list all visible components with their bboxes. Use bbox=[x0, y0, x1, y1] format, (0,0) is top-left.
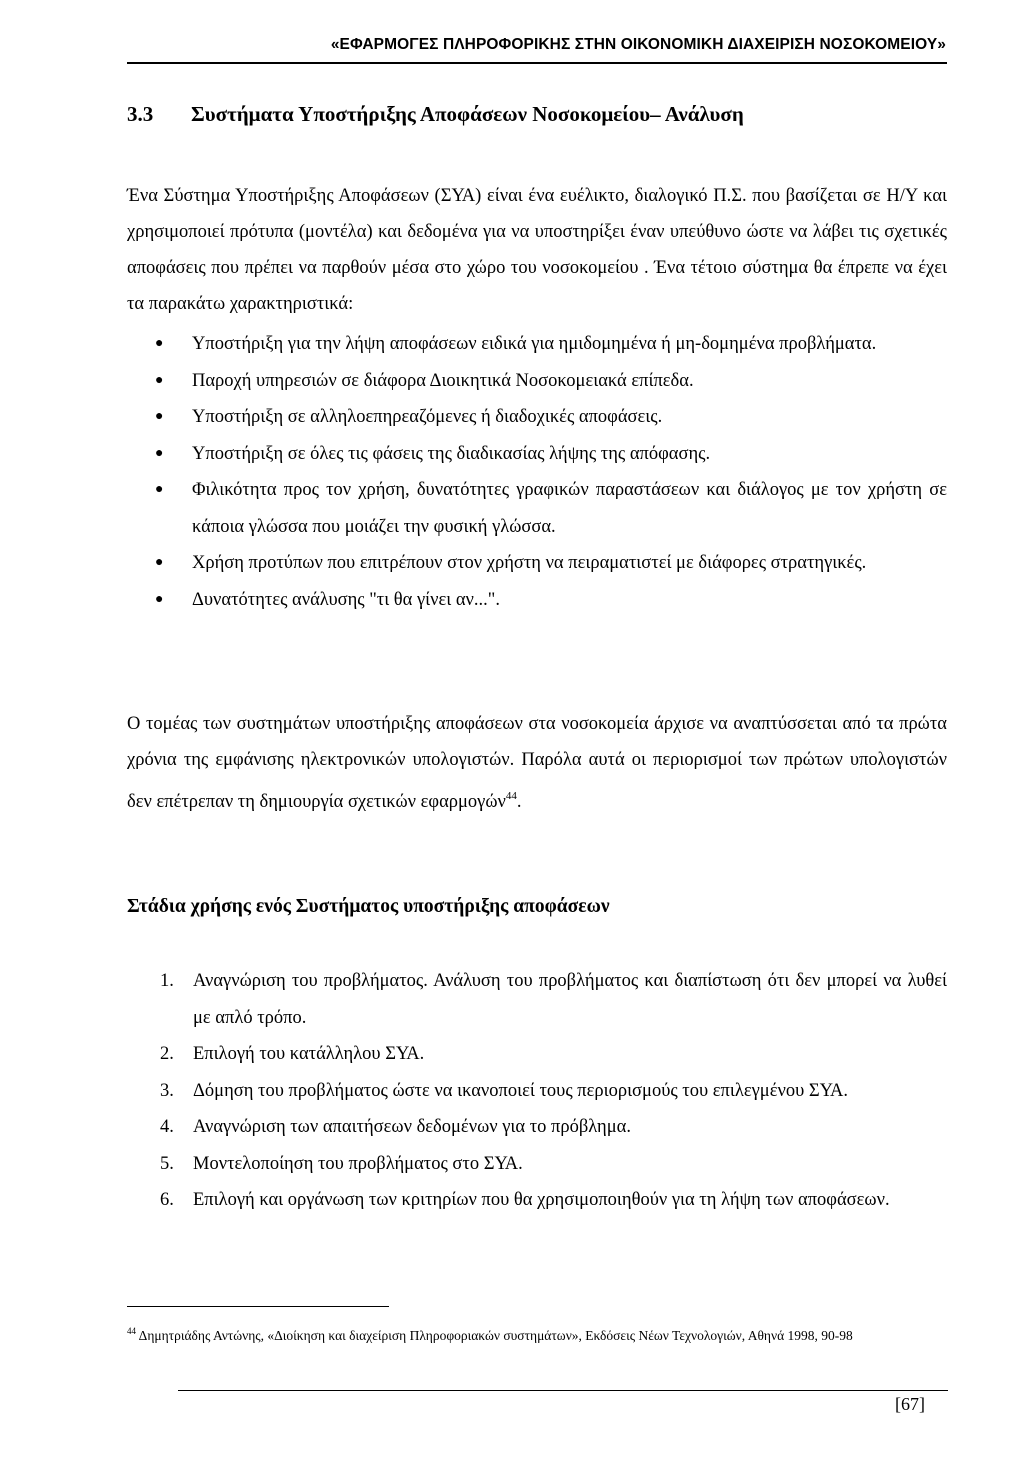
bullet-icon: ● bbox=[155, 336, 164, 351]
header-rule bbox=[127, 62, 947, 64]
section-number: 3.3 bbox=[127, 102, 154, 126]
bullet-icon: ● bbox=[155, 555, 164, 570]
list-item-number: 1. bbox=[160, 971, 174, 991]
page-number: [67] bbox=[895, 1394, 925, 1414]
list-item-number: 2. bbox=[160, 1044, 174, 1064]
list-item-text: Δυνατότητες ανάλυσης "τι θα γίνει αν...". bbox=[192, 589, 500, 610]
list-item-number: 5. bbox=[160, 1153, 174, 1174]
list-item bbox=[127, 1182, 947, 1219]
list-item-text: Παροχή υπηρεσιών σε διάφορα Διοικητικά Νοσοκομειακά επίπεδα. bbox=[192, 370, 694, 391]
bullet-icon: ● bbox=[155, 482, 164, 497]
intro-paragraph: Ένα Σύστημα Υποστήριξης Αποφάσεων (ΣΥΑ) είναι ένα ευέλικτο, διαλογικό Π.Σ. που βασίζεται σε Η/Υ και χρησιμοποιεί πρότυπα (μοντέλα) και δεδομένα για να υποστηρίξει έναν υπεύθυνο ώστε να λάβει τις σχετικές αποφάσεις που πρέπει να παρθούν μέσα στο χώρο του νοσοκομείου . Ένα τέτοιο σύστημα θα έπρεπε να έχει τα παρακάτω χαρακτηριστικά: bbox=[127, 186, 947, 314]
list-item-text: Δόμηση του προβλήματος ώστε να ικανοποιεί τους περιορισμούς του επιλεγμένου ΣΥΑ. bbox=[193, 1080, 848, 1101]
second-paragraph bbox=[127, 706, 947, 820]
bullet-icon: ● bbox=[155, 372, 164, 388]
list-item-text: Φιλικότητα προς τον χρήση, δυνατότητες γραφικών παραστάσεων και διάλογος με τον χρήστη σε κάποια γλώσσα που μοιάζει την φυσική γλώσσα. bbox=[192, 480, 947, 537]
list-item-number: 3. bbox=[160, 1080, 174, 1101]
list-item bbox=[127, 1036, 947, 1073]
list-item-text: Υποστήριξη για την λήψη αποφάσεων ειδικά για ημιδομημένα ή μη-δομημένα προβλήματα. bbox=[192, 334, 877, 354]
list-item bbox=[127, 963, 947, 1036]
list-item-text: Χρήση προτύπων που επιτρέπουν στον χρήστη να πειραματιστεί με διάφορες στρατηγικές. bbox=[192, 553, 867, 573]
list-item-text: Αναγνώριση του προβλήματος. Ανάλυση του προβλήματος και διαπίστωση ότι δεν μπορεί να λυθεί με απλό τρόπο. bbox=[193, 971, 947, 1028]
list-item bbox=[127, 399, 947, 436]
bullet-icon: ● bbox=[155, 445, 164, 461]
list-item-text: Υποστήριξη σε όλες τις φάσεις της διαδικασίας λήψης της απόφασης. bbox=[192, 443, 711, 464]
characteristics-list bbox=[127, 326, 947, 618]
list-item-text: Επιλογή και οργάνωση των κριτηρίων που θα χρησιμοποιηθούν για τη λήψη των αποφάσεων. bbox=[193, 1190, 890, 1210]
footnote-text: Δημητριάδης Αντώνης, «Διοίκηση και διαχείριση Πληροφοριακών συστημάτων», Εκδόσεις Νέων Τεχνολογιών, Αθηνά 1998, 90-98 bbox=[138, 1328, 853, 1343]
stages-heading: Στάδια χρήσης ενός Συστήματος υποστήριξης αποφάσεων bbox=[127, 896, 610, 917]
section-title bbox=[127, 102, 744, 127]
footnote-reference: 44 bbox=[505, 790, 517, 802]
list-item bbox=[127, 1073, 947, 1110]
list-item bbox=[127, 1146, 947, 1183]
bullet-icon: ● bbox=[155, 591, 164, 607]
footnote-separator bbox=[127, 1306, 389, 1307]
list-item-number: 4. bbox=[160, 1117, 174, 1137]
list-item-text: Υποστήριξη σε αλληλοεπηρεαζόμενες ή διαδοχικές αποφάσεις. bbox=[192, 407, 663, 427]
list-item bbox=[127, 472, 947, 545]
list-item bbox=[127, 363, 947, 400]
list-item-number: 6. bbox=[160, 1190, 174, 1210]
footer-rule bbox=[178, 1390, 948, 1391]
second-paragraph-end: . bbox=[516, 792, 522, 812]
section-title-text: Συστήματα Υποστήριξης Αποφάσεων Νοσοκομείου– Ανάλυση bbox=[191, 102, 744, 126]
list-item-text: Αναγνώριση των απαιτήσεων δεδομένων για το πρόβλημα. bbox=[193, 1117, 631, 1137]
list-item bbox=[127, 582, 947, 619]
list-item bbox=[127, 1109, 947, 1146]
list-item-text: Επιλογή του κατάλληλου ΣΥΑ. bbox=[193, 1044, 425, 1064]
bullet-icon: ● bbox=[155, 409, 164, 424]
running-header: «ΕΦΑΡΜΟΓΕΣ ΠΛΗΡΟΦΟΡΙΚΗΣ ΣΤΗΝ ΟΙΚΟΝΟΜΙΚΗ ΔΙΑΧΕΙΡΙΣΗ ΝΟΣΟΚΟΜΕΙΟΥ» bbox=[330, 36, 946, 53]
list-item bbox=[127, 545, 947, 582]
footnote bbox=[127, 1320, 947, 1347]
list-item bbox=[127, 326, 947, 363]
list-item-text: Μοντελοποίηση του προβλήματος στο ΣΥΑ. bbox=[193, 1153, 523, 1174]
footnote-number: 44 bbox=[127, 1326, 136, 1336]
second-paragraph-text: Ο τομέας των συστημάτων υποστήριξης αποφάσεων στα νοσοκομεία άρχισε να αναπτύσσεται από τα πρώτα χρόνια της εμφάνισης ηλεκτρονικών υπολογιστών. Παρόλα αυτά οι περιορισμοί των πρώτων υπολογιστών δεν επέτρεπαν τη δημιουργία σχετικών εφαρμογών bbox=[127, 714, 947, 812]
list-item bbox=[127, 436, 947, 473]
stages-list bbox=[127, 963, 947, 1219]
